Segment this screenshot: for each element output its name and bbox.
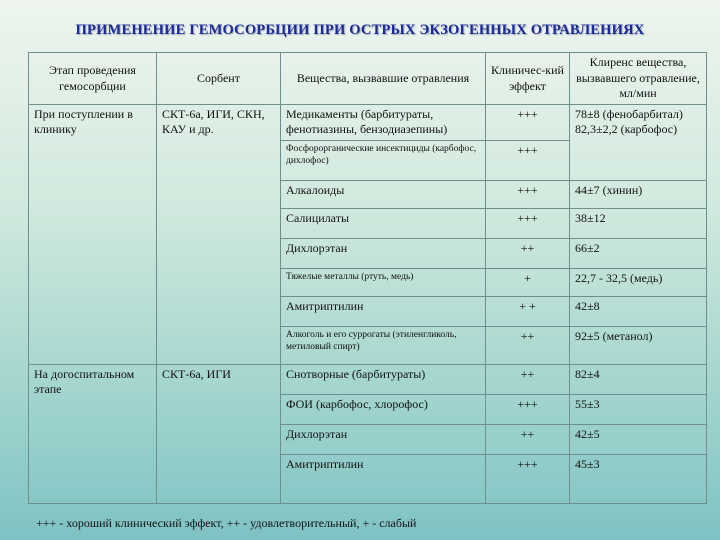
substance-cell: ФОИ (карбофос, хлорофос) [281, 395, 486, 425]
effect-cell: ++ [486, 365, 570, 395]
sorbent-cell: СКТ-6а, ИГИ, СКН, КАУ и др. [157, 105, 281, 365]
header-effect: Клиничес-кий эффект [486, 53, 570, 105]
header-sorbent: Сорбент [157, 53, 281, 105]
header-stage: Этап проведения гемосорбции [29, 53, 157, 105]
header-clearance: Клиренс вещества, вызвавшего отравление, мл/мин [570, 53, 707, 105]
substance-cell: Фосфорорганические инсектициды (карбофос, дихлофос) [281, 141, 486, 181]
substance-cell: Амитриптилин [281, 297, 486, 327]
effect-cell: + [486, 269, 570, 297]
clearance-cell [570, 105, 707, 181]
table-row [29, 105, 707, 141]
effect-cell: +++ [486, 141, 570, 181]
effect-cell: +++ [486, 105, 570, 141]
clearance-cell: 66±2 [570, 239, 707, 269]
clearance-cell: 44±7 (хинин) [570, 181, 707, 209]
effect-cell: ++ [486, 425, 570, 455]
substance-cell: Алкалоиды [281, 181, 486, 209]
substance-cell: Медикаменты (барбитураты, фенотиазины, бензодиазепины) [281, 105, 486, 141]
clearance-cell: 82±4 [570, 365, 707, 395]
effect-legend: +++ - хороший клинический эффект, ++ - удовлетворительный, + - слабый [36, 516, 417, 530]
substance-cell: Амитриптилин [281, 455, 486, 504]
substance-cell: Дихлорэтан [281, 239, 486, 269]
header-substances: Вещества, вызвавшие отравления [281, 53, 486, 105]
substance-cell: Салицилаты [281, 209, 486, 239]
substance-cell: Снотворные (барбитураты) [281, 365, 486, 395]
clearance-cell: 55±3 [570, 395, 707, 425]
substance-cell: Дихлорэтан [281, 425, 486, 455]
effect-cell: +++ [486, 209, 570, 239]
effect-cell: +++ [486, 395, 570, 425]
clearance-cell: 45±3 [570, 455, 707, 504]
clearance-cell: 92±5 (метанол) [570, 327, 707, 365]
clearance-cell: 22,7 - 32,5 (медь) [570, 269, 707, 297]
stage-cell: На догоспитальном этапе [29, 365, 157, 504]
clearance-cell: 42±8 [570, 297, 707, 327]
table-row [29, 365, 707, 395]
clearance-value: 78±8 (фенобарбитал) [575, 107, 683, 121]
sorbent-cell: СКТ-6а, ИГИ [157, 365, 281, 504]
hemosorption-table [28, 52, 707, 504]
clearance-value: 82,3±2,2 (карбофос) [575, 122, 678, 137]
substance-cell: Тяжелые металлы (ртуть, медь) [281, 269, 486, 297]
effect-cell: +++ [486, 181, 570, 209]
slide-title: ПРИМЕНЕНИЕ ГЕМОСОРБЦИИ ПРИ ОСТРЫХ ЭКЗОГЕННЫХ ОТРАВЛЕНИЯХ [75, 22, 645, 38]
effect-cell: ++ [486, 239, 570, 269]
substance-cell: Алкоголь и его суррогаты (этиленгликоль, метиловый спирт) [281, 327, 486, 365]
effect-cell: ++ [486, 327, 570, 365]
clearance-cell: 38±12 [570, 209, 707, 239]
clearance-cell: 42±5 [570, 425, 707, 455]
stage-cell: При поступлении в клинику [29, 105, 157, 365]
effect-cell: + + [486, 297, 570, 327]
effect-cell: +++ [486, 455, 570, 504]
